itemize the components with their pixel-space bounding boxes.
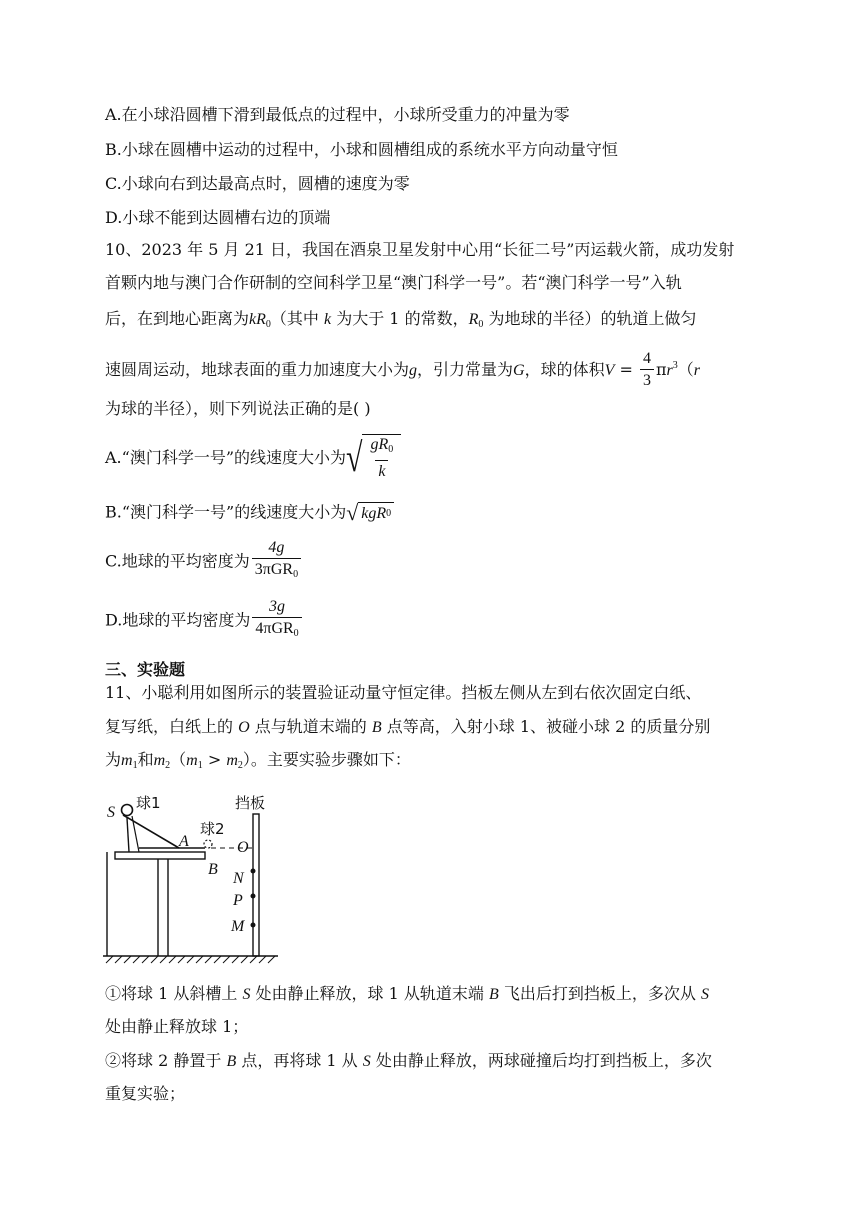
label-m: M: [231, 918, 245, 935]
q11-step-1: ①将球 1 从斜槽上 S 处由静止释放，球 1 从轨道末端 B 飞出后打到挡板上，多次从 S: [105, 984, 709, 1003]
slope-rail-upper: [123, 815, 179, 848]
experiment-diagram: [103, 782, 278, 970]
label-p: P: [233, 892, 243, 909]
q10-line-1: 10、2023 年 5 月 21 日，我国在酒泉卫星发射中心用“长征二号”丙运载火箭，成功发射: [105, 240, 735, 259]
q9-option-a: A.在小球沿圆槽下滑到最低点的过程中，小球所受重力的冲量为零: [105, 105, 570, 124]
slope-support: [127, 818, 129, 852]
q11-line-3: 为$m_1$和$m_2(m_1 > m_2)$。主要实验步骤如下：: [105, 750, 411, 771]
ball-1: [122, 805, 133, 816]
sqrt-expression-a: √ $\frac{gR_0}{k}$: [346, 434, 401, 483]
q9-option-d: D.小球不能到达圆槽右边的顶端: [105, 208, 331, 227]
mark-m: [251, 923, 256, 928]
q11-step-1-cont: 处由静止释放球 1；: [105, 1017, 249, 1036]
ball-2: [204, 840, 212, 848]
q11-step-2-cont: 重复实验；: [105, 1084, 186, 1103]
q11-step-2: ②将球 2 静置于 B 点，再将球 1 从 S 处由静止释放，两球碰撞后均打到挡板上，多次: [105, 1051, 712, 1070]
baffle-board: [253, 814, 259, 956]
density-fraction-c: $\frac{4g}{3\pi GR_0}$: [252, 538, 301, 586]
mark-n: [251, 869, 256, 874]
section-heading: 三、实验题: [105, 660, 186, 679]
q10-line-3: 后，在到地心距离为$kR_0$（其中 k 为大于 1 的常数，$R_0$ 为地球的半径）的轨道上做匀: [105, 309, 697, 330]
label-ball-1: 球1: [136, 794, 161, 812]
q10-line-4: 速圆周运动，地球表面的重力加速度大小为g，引力常量为G，球的体积V = $\frac{4}{3}$ $\pi r^3(r$: [105, 344, 700, 393]
label-ball-2: 球2: [200, 820, 225, 838]
q10-option-d: D.地球的平均密度为 $\frac{3g}{4\pi GR_0}$: [105, 597, 304, 645]
mark-p: [251, 894, 256, 899]
q11-line-2: 复写纸，白纸上的 O 点与轨道末端的 B 点等高，入射小球 1、被碰小球 2 的质量分别: [105, 717, 711, 736]
slope-brace: [132, 816, 139, 852]
q10-option-b: B.“澳门科学一号”的线速度大小为 √ kgR 0: [105, 498, 394, 528]
label-n: N: [233, 870, 244, 887]
sqrt-expression-b: √ kgR 0: [346, 498, 394, 528]
q10-option-a: A.“澳门科学一号”的线速度大小为 √ $\frac{gR_0}{k}$: [105, 434, 401, 483]
label-o: O: [237, 839, 249, 856]
q10-line-2: 首颗内地与澳门合作研制的空间科学卫星“澳门科学一号”。若“澳门科学一号”入轨: [105, 273, 682, 292]
label-s: S: [107, 804, 115, 821]
q9-option-b: B.小球在圆槽中运动的过程中，小球和圆槽组成的系统水平方向动量守恒: [105, 140, 618, 159]
label-a: A: [179, 833, 189, 850]
q10-option-c: C.地球的平均密度为 $\frac{4g}{3\pi GR_0}$: [105, 538, 303, 586]
volume-fraction: $\frac{4}{3}$: [640, 349, 654, 392]
table-top: [115, 852, 205, 859]
label-board: 挡板: [235, 794, 266, 812]
ground-hatching: [106, 956, 275, 963]
density-fraction-d: $\frac{3g}{4\pi GR_0}$: [252, 597, 301, 645]
q9-option-c: C.小球向右到达最高点时，圆槽的速度为零: [105, 174, 410, 193]
label-b: B: [208, 861, 218, 878]
q10-line-5: 为球的半径），则下列说法正确的是( ): [105, 399, 371, 418]
q11-line-1: 11、小聪利用如图所示的装置验证动量守恒定律。挡板左侧从左到右依次固定白纸、: [105, 683, 702, 702]
